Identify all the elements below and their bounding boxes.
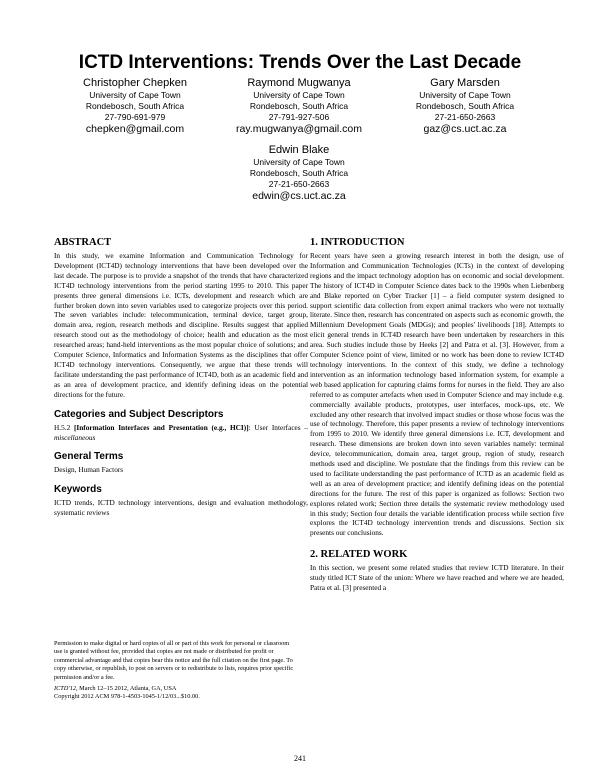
general-terms-heading: General Terms — [54, 451, 124, 463]
categories-after: : User Interfaces – — [248, 422, 308, 432]
author-name: Raymond Mugwanya — [247, 77, 351, 89]
categories-heading: Categories and Subject Descriptors — [54, 408, 224, 420]
conference-name: ICTD'12 — [54, 685, 76, 693]
author-affiliation: University of Cape Town — [253, 157, 345, 167]
author-phone: 27-791-927-506 — [268, 112, 330, 122]
general-terms-text: Design, Human Factors — [54, 465, 124, 475]
author-block-2 — [214, 76, 384, 136]
author-phone: 27-21-650-2663 — [434, 112, 496, 122]
author-phone: 27-21-650-2663 — [268, 179, 330, 189]
keywords-heading: Keywords — [54, 484, 102, 496]
author-affiliation: University of Cape Town — [253, 90, 345, 100]
author-phone: 27-790-691-979 — [104, 112, 166, 122]
author-email: chepken@gmail.com — [85, 123, 185, 135]
left-column — [54, 236, 308, 518]
author-email: edwin@cs.uct.ac.za — [252, 190, 346, 202]
author-block-4 — [214, 143, 384, 203]
author-block-1 — [50, 76, 220, 136]
author-affiliation: University of Cape Town — [419, 90, 511, 100]
conference-details: , March 12–15 2012, Atlanta, GA, USA — [76, 685, 177, 693]
related-heading: 2. RELATED WORK — [310, 549, 408, 561]
author-name: Edwin Blake — [268, 144, 330, 156]
related-text: In this section, we present some related studies that review ICTD literature. In their study titled ICT State of the union: Where we have reached and where we are headed, Patra et al. [3] presented a — [310, 563, 564, 593]
permission-text: Permission to make digital or hard copies of all or part of this work for personal or classroom use is granted without fee, provided that copies are not made or distributed for profit or commercial advantage and that copies bear this notice and the full citation on the first page. To copy otherwise, or republish, to post on servers or to redistribute to lists, requires prior specific permission and/or a fee. — [54, 640, 294, 681]
author-affiliation: University of Cape Town — [89, 90, 181, 100]
permission-block — [54, 640, 294, 702]
author-block-3 — [380, 76, 550, 136]
author-city: Rondebosch, South Africa — [249, 101, 349, 111]
abstract-heading: ABSTRACT — [54, 237, 112, 248]
intro-text: Recent years have seen a growing research interest in both the design, use of Information and Communication Technologies (ICTs) in the context of developing regions and the impact technology adoption has on economic and social development. The history of ICT4D in Computer Science dates back to the 1990s when Liebenberg and Blake reported on Cyber Tracker [1] – a field computer system designed to support scientific data collection from expert animal trackers who were not textually literate. Since then, research has concentrated on aspects such as economic growth, the Millennium Development Goals (MDGs); and peoples' livelihoods [18]. Attempts to elicit general trends in ICT4D research have been undertaken by researchers in this area. Such studies include those by Heeks [2] and Patra et al. [3]. However, from a Computer Science point of view, limited or no work has been done to review ICT4D technology interventions. In the context of this study, we define a technology intervention as an information technology based information system, for example a web based application for capturing claims forms for nurses in the field. They are also referred to as computer artefacts when used in Computer Science and may include e.g. commercially available products, prototypes, user interfaces, mock-ups, etc. We excluded any other research that involved impact studies or those whose focus was the use of technology. Therefore, this paper presents a review of technology interventions from 1995 to 2010. We identify three general dimensions i.e. ICT, development and research. These dimensions are broken down into seven variables namely: terminal device, telecommunication, domain area, target group, region of study, research methods used and discipline. We postulate that the findings from this review can be used to facilitate understanding the past performance of ICTD as an academic field as well as an area of development practice; and identify defining ideas on the potential directions for the future. The rest of this paper is organized as follows: Section two explores related work; Section three details the systematic review methodology used in this study; Section four details the variable identification process while section five explores the ICT4D technology intervention trends and discussions. Section six presents our conclusions. — [310, 251, 564, 538]
author-city: Rondebosch, South Africa — [249, 168, 349, 178]
intro-heading: 1. INTRODUCTION — [310, 237, 405, 248]
paper-title: ICTD Interventions: Trends Over the Last Decade — [78, 52, 522, 73]
author-city: Rondebosch, South Africa — [85, 101, 185, 111]
abstract-text: In this study, we examine Information and Communication Technology for Development (ICT4D) technology interventions that have been developed over the last decade. The purpose is to provide a snapshot of the trends that have characterized ICT4D technology interventions from the period starting 1995 to 2010. This paper presents three general dimensions i.e. ICTs, development and research which are further broken down into seven variables used to categorize projects over this period. The seven variables include: telecommunication, terminal device, target group, domain area, region, research methods and discipline. Results suggest that applied research stood out as the methodology of choice; health and education as the most researched areas; hand-held interventions as the most popular choice of solutions; and Computer Science, Informatics and Information Systems as the disciplines that offer ICT4D technology interventions. Consequently, we argue that these trends will facilitate understanding the past performance of ICT4D, both as an academic field and as an area of development practice, and identify defining ideas on the potential directions for the future. — [54, 251, 308, 399]
right-column — [310, 236, 564, 593]
author-email: ray.mugwanya@gmail.com — [235, 123, 362, 135]
conference-line — [54, 685, 294, 693]
copyright-line: Copyright 2012 ACM 978-1-4503-1045-1/12/03...$10.00. — [54, 693, 200, 701]
categories-italic: miscellaneous — [54, 432, 96, 442]
categories-code: H.5.2 — [54, 422, 74, 432]
page-number: 241 — [294, 754, 306, 763]
author-city: Rondebosch, South Africa — [415, 101, 515, 111]
author-name: Christopher Chepken — [83, 77, 187, 89]
keywords-text: ICTD trends, ICTD technology interventions, design and evaluation methodology, systematic reviews — [54, 498, 308, 518]
categories-bold: [Information Interfaces and Presentation (e.g., HCI)] — [73, 422, 249, 432]
author-name: Gary Marsden — [430, 77, 500, 89]
categories-text — [54, 423, 308, 443]
author-email: gaz@cs.uct.ac.za — [423, 123, 507, 135]
